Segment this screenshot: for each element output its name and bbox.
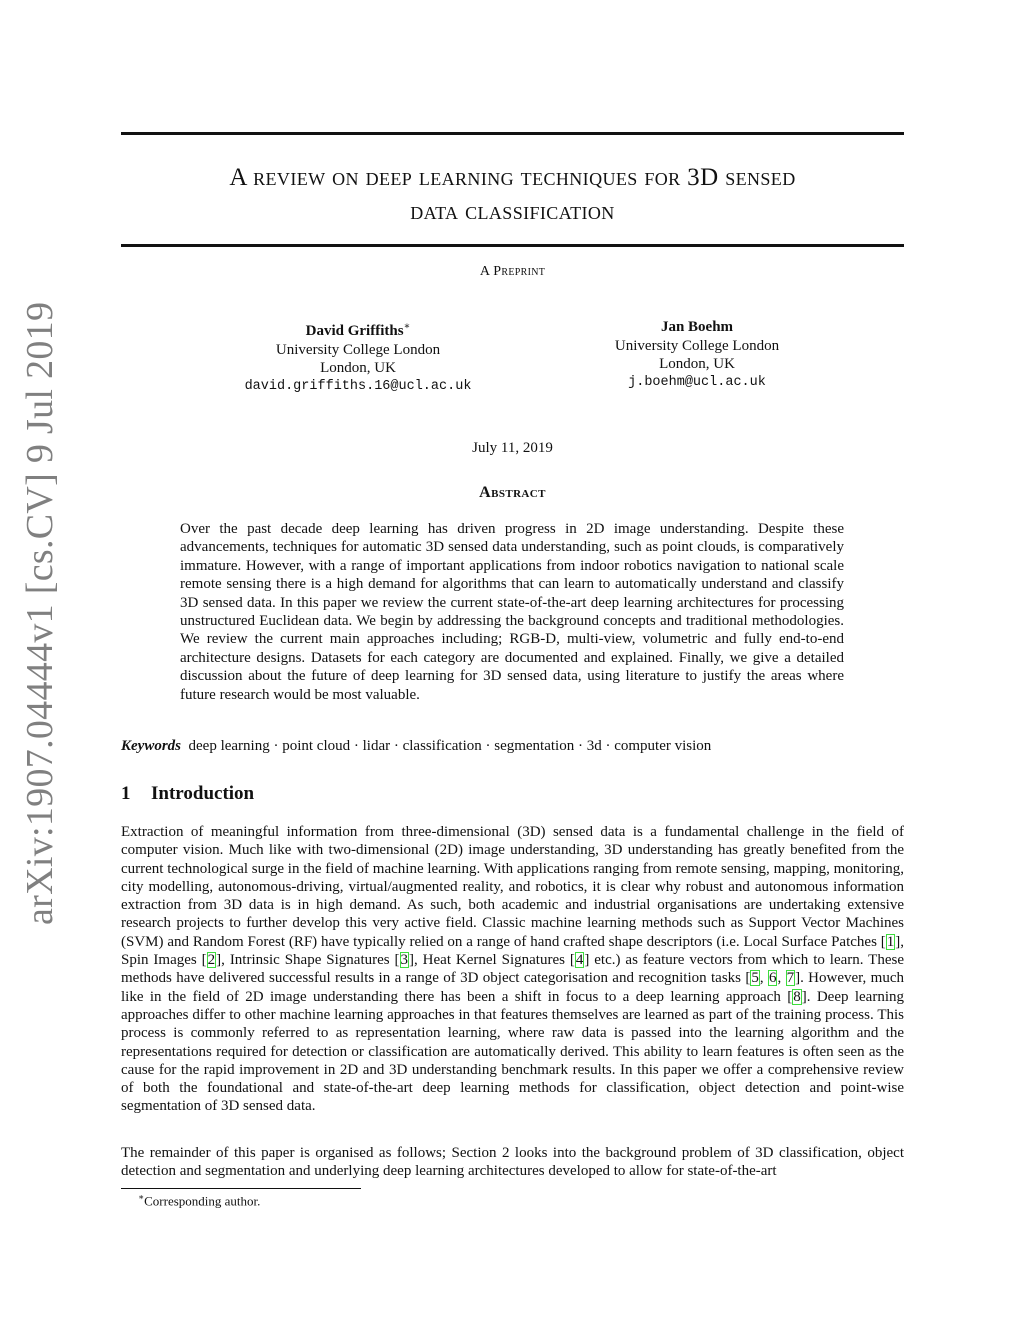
- footnote-mark: ∗: [403, 321, 411, 332]
- footnote-rule: [121, 1188, 361, 1189]
- author-affiliation: University College London: [275, 341, 441, 358]
- citation-link[interactable]: 3: [400, 952, 409, 969]
- paragraph-text: ] etc.) as feature vectors from which to learn. These methods have delivered successful results in a range of 3D object categorisation and recognition tasks [: [121, 952, 904, 987]
- citation-link[interactable]: 2: [207, 952, 216, 969]
- arxiv-stamp: arXiv:1907.04444v1 [cs.CV] 9 Jul 2019: [19, 301, 61, 925]
- paper-title-line-2: data classification: [410, 198, 615, 225]
- preprint-label: A Preprint: [479, 264, 546, 279]
- citation-link[interactable]: 7: [786, 970, 795, 987]
- section-title: Introduction: [151, 783, 255, 804]
- author-email: david.griffiths.16@ucl.ac.uk: [244, 378, 472, 394]
- author-email: j.boehm@ucl.ac.uk: [628, 374, 766, 390]
- citation-link[interactable]: 1: [886, 933, 895, 950]
- title-bottom-rule: [121, 244, 904, 247]
- author-block-1: [208, 318, 508, 396]
- paragraph-text: ], Spin Images [: [121, 933, 904, 969]
- author-block-2: [547, 318, 847, 392]
- paragraph-text: ]. Deep learning approaches differ to other machine learning approaches in that features themselves are learned as part of the training process. This process is commonly referred to as representation learning, where raw data is passed into the learning algorithm and the representations required for detection or classification are automatically derived. This ability to learn features is often seen as the cause for the rapid improvement in 2D and 3D understanding benchmark results. In this paper we offer a comprehensive review of both the foundational and state-of-the-art deep learning methods for classification, object detection and point-wise segmentation of 3D sensed data.: [121, 988, 904, 1115]
- citation-separator: ,: [759, 970, 768, 987]
- paragraph-text: ]. However, much like in the field of 2D image understanding there has been a shift in focus to a deep learning approach [: [121, 970, 904, 1005]
- author-name: Jan Boehm: [660, 319, 734, 335]
- citation-link[interactable]: 6: [768, 970, 777, 987]
- section-heading: [121, 783, 254, 805]
- paper-title-line-1: A review on deep learning techniques for 3D sensed: [229, 164, 796, 191]
- citation-separator: ,: [777, 970, 786, 987]
- paragraph-text: ], Heat Kernel Signatures [: [409, 952, 575, 969]
- paragraph-text: ], Intrinsic Shape Signatures [: [216, 952, 400, 969]
- intro-paragraph-2: The remainder of this paper is organised as follows; Section 2 looks into the background problem of 3D classification, object detection and segmentation and underlying deep learning architectures developed to allow for state-of-the-art: [121, 1145, 904, 1180]
- author-location: London, UK: [659, 356, 735, 372]
- author-name-text: David Griffiths: [305, 323, 404, 339]
- intro-paragraph-1: [121, 823, 904, 1116]
- footnote-mark: ∗: [138, 1192, 145, 1202]
- author-name: [208, 318, 508, 341]
- citation-link[interactable]: 5: [751, 970, 759, 987]
- footnote-text: Corresponding author.: [144, 1193, 261, 1209]
- title-top-rule: [121, 132, 904, 135]
- paper-date: July 11, 2019: [472, 440, 553, 456]
- abstract-heading: Abstract: [479, 484, 546, 501]
- author-affiliation: University College London: [614, 337, 780, 354]
- paragraph-text: Extraction of meaningful information from three-dimensional (3D) sensed data is a fundamental challenge in the field of computer vision. Much like with two-dimensional (2D) image understanding, 3D understanding has greatly benefited from the current technological surge in the field of machine learning. With applications ranging from remote sensing, mapping, monitoring, city modelling, autonomous-driving, virtual/augmented reality, and robotics, it is clear why robust and autonomous information extraction from 3D data is in high demand. As such, both academic and industrial organisations are undertaking extensive research projects to further develop this very active field. Classic machine learning methods such as Support Vector Machines (SVM) and Random Forest (RF) have typically relied on a range of hand crafted shape descriptors (i.e. Local Surface Patches [: [121, 824, 904, 950]
- citation-link[interactable]: 4: [575, 952, 584, 969]
- author-location: London, UK: [320, 360, 396, 376]
- keywords-line: [121, 738, 711, 755]
- section-number: 1: [121, 783, 131, 804]
- keywords-text: deep learning · point cloud · lidar · classification · segmentation · 3d · computer vision: [188, 738, 712, 754]
- citation-link[interactable]: 8: [793, 988, 801, 1005]
- abstract-text: Over the past decade deep learning has driven progress in 2D image understanding. Despite these advancements, techniques for automatic 3D sensed data understanding, such as point clouds, is comparatively immature. However, with a range of important applications from indoor robotics navigation to national scale remote sensing there is a high demand for algorithms that can learn to automatically understand and classify 3D sensed data. In this paper we review the current state-of-the-art deep learning architectures for processing unstructured Euclidean data. We begin by addressing the background concepts and traditional methodologies. We review the current main approaches including; RGB-D, multi-view, volumetric and fully end-to-end architecture designs. Datasets for each category are documented and explained. Finally, we give a detailed discussion about the future of deep learning for 3D sensed data, using literature to justify the areas where future research would be most valuable.: [180, 521, 844, 703]
- footnote: [138, 1192, 260, 1209]
- keywords-label: Keywords: [121, 738, 181, 754]
